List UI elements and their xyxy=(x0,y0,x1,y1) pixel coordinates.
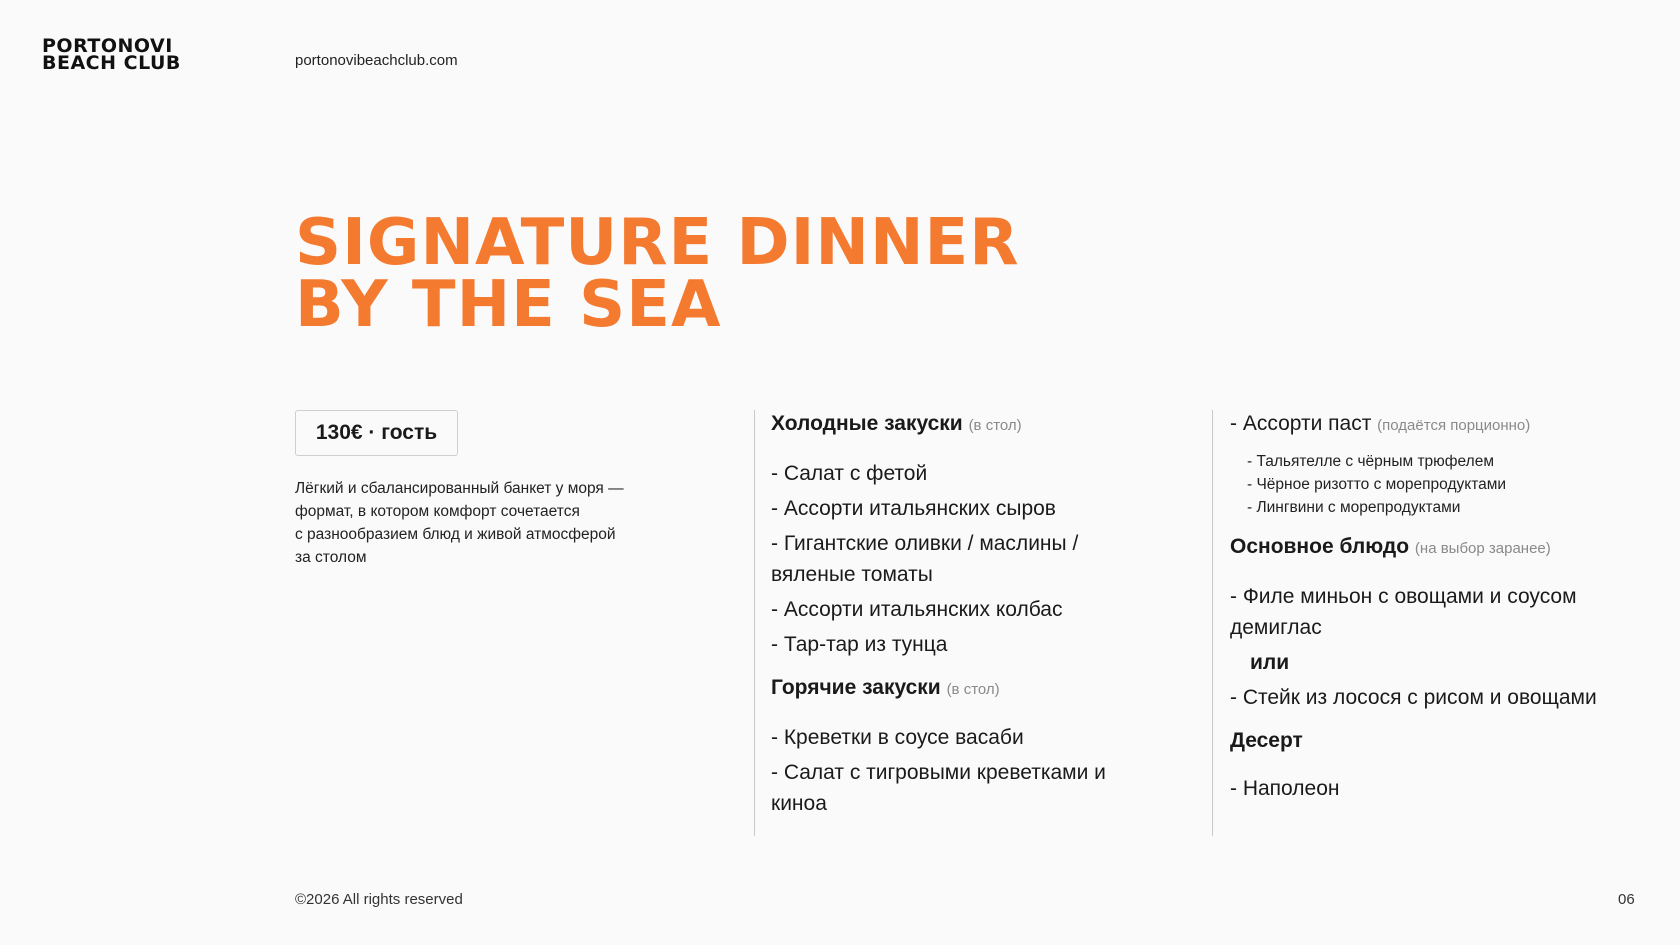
menu-column-2 xyxy=(1230,410,1650,804)
page-number: 06 xyxy=(1618,891,1635,908)
dessert-title: Десерт xyxy=(1230,729,1303,752)
logo xyxy=(42,35,181,74)
main-section-title xyxy=(1230,533,1650,563)
menu-subitem: - Лингвини с морепродуктами xyxy=(1247,499,1461,516)
or-separator: или xyxy=(1250,651,1290,674)
website-link[interactable]: portonovibeachclub.com xyxy=(295,52,458,69)
cold-section-title xyxy=(771,410,1161,440)
dessert-section-title xyxy=(1230,727,1650,755)
menu-item: - Ассорти итальянских колбас xyxy=(771,598,1063,621)
menu-item: - Креветки в соусе васаби xyxy=(771,726,1024,749)
logo-line2: BEACH CLUB xyxy=(42,52,181,74)
menu-subitem: - Тальятелле с чёрным трюфелем xyxy=(1247,453,1494,470)
logo-line1: PORTONOVI xyxy=(42,35,173,57)
menu-item: - Салат с тигровыми креветками и киноа xyxy=(771,761,1106,815)
price-badge: 130€ · гость xyxy=(295,410,458,456)
menu-item: - Гигантские оливки / маслины / вяленые томаты xyxy=(771,532,1079,586)
description-line: за столом xyxy=(295,549,367,566)
hot-note: (в стол) xyxy=(946,681,1000,698)
menu-subitem: - Чёрное ризотто с морепродуктами xyxy=(1247,476,1507,493)
title-line1: SIGNATURE DINNER xyxy=(295,206,1020,280)
column-divider xyxy=(754,410,755,836)
main-note: (на выбор заранее) xyxy=(1414,540,1551,557)
pasta-note: (подаётся порционно) xyxy=(1377,417,1531,434)
menu-item: - Тар-тар из тунца xyxy=(771,633,948,656)
cold-title: Холодные закуски xyxy=(771,412,963,435)
hot-title: Горячие закуски xyxy=(771,676,941,699)
description-line: Лёгкий и сбалансированный банкет у моря — xyxy=(295,480,624,497)
cold-note: (в стол) xyxy=(968,417,1022,434)
description-line: с разнообразием блюд и живой атмосферой xyxy=(295,526,616,543)
main-title: Основное блюдо xyxy=(1230,535,1410,558)
menu-item: - Филе миньон с овощами и соусом демиглас xyxy=(1230,585,1577,639)
copyright: ©2026 All rights reserved xyxy=(295,891,463,908)
pasta-title: - Ассорти паст xyxy=(1230,412,1372,435)
title-line2: BY THE SEA xyxy=(295,268,722,342)
page-title xyxy=(295,206,1020,342)
menu-column-1 xyxy=(771,410,1161,819)
hot-section-title xyxy=(771,674,1161,704)
pasta-section-title xyxy=(1230,410,1650,440)
menu-item: - Салат с фетой xyxy=(771,462,928,485)
column-divider xyxy=(1212,410,1213,836)
menu-item: - Стейк из лосося с рисом и овощами xyxy=(1230,686,1597,709)
description-line: формат, в котором комфорт сочетается xyxy=(295,503,580,520)
menu-item: - Ассорти итальянских сыров xyxy=(771,497,1056,520)
menu-item: - Наполеон xyxy=(1230,777,1340,800)
description xyxy=(295,477,685,569)
